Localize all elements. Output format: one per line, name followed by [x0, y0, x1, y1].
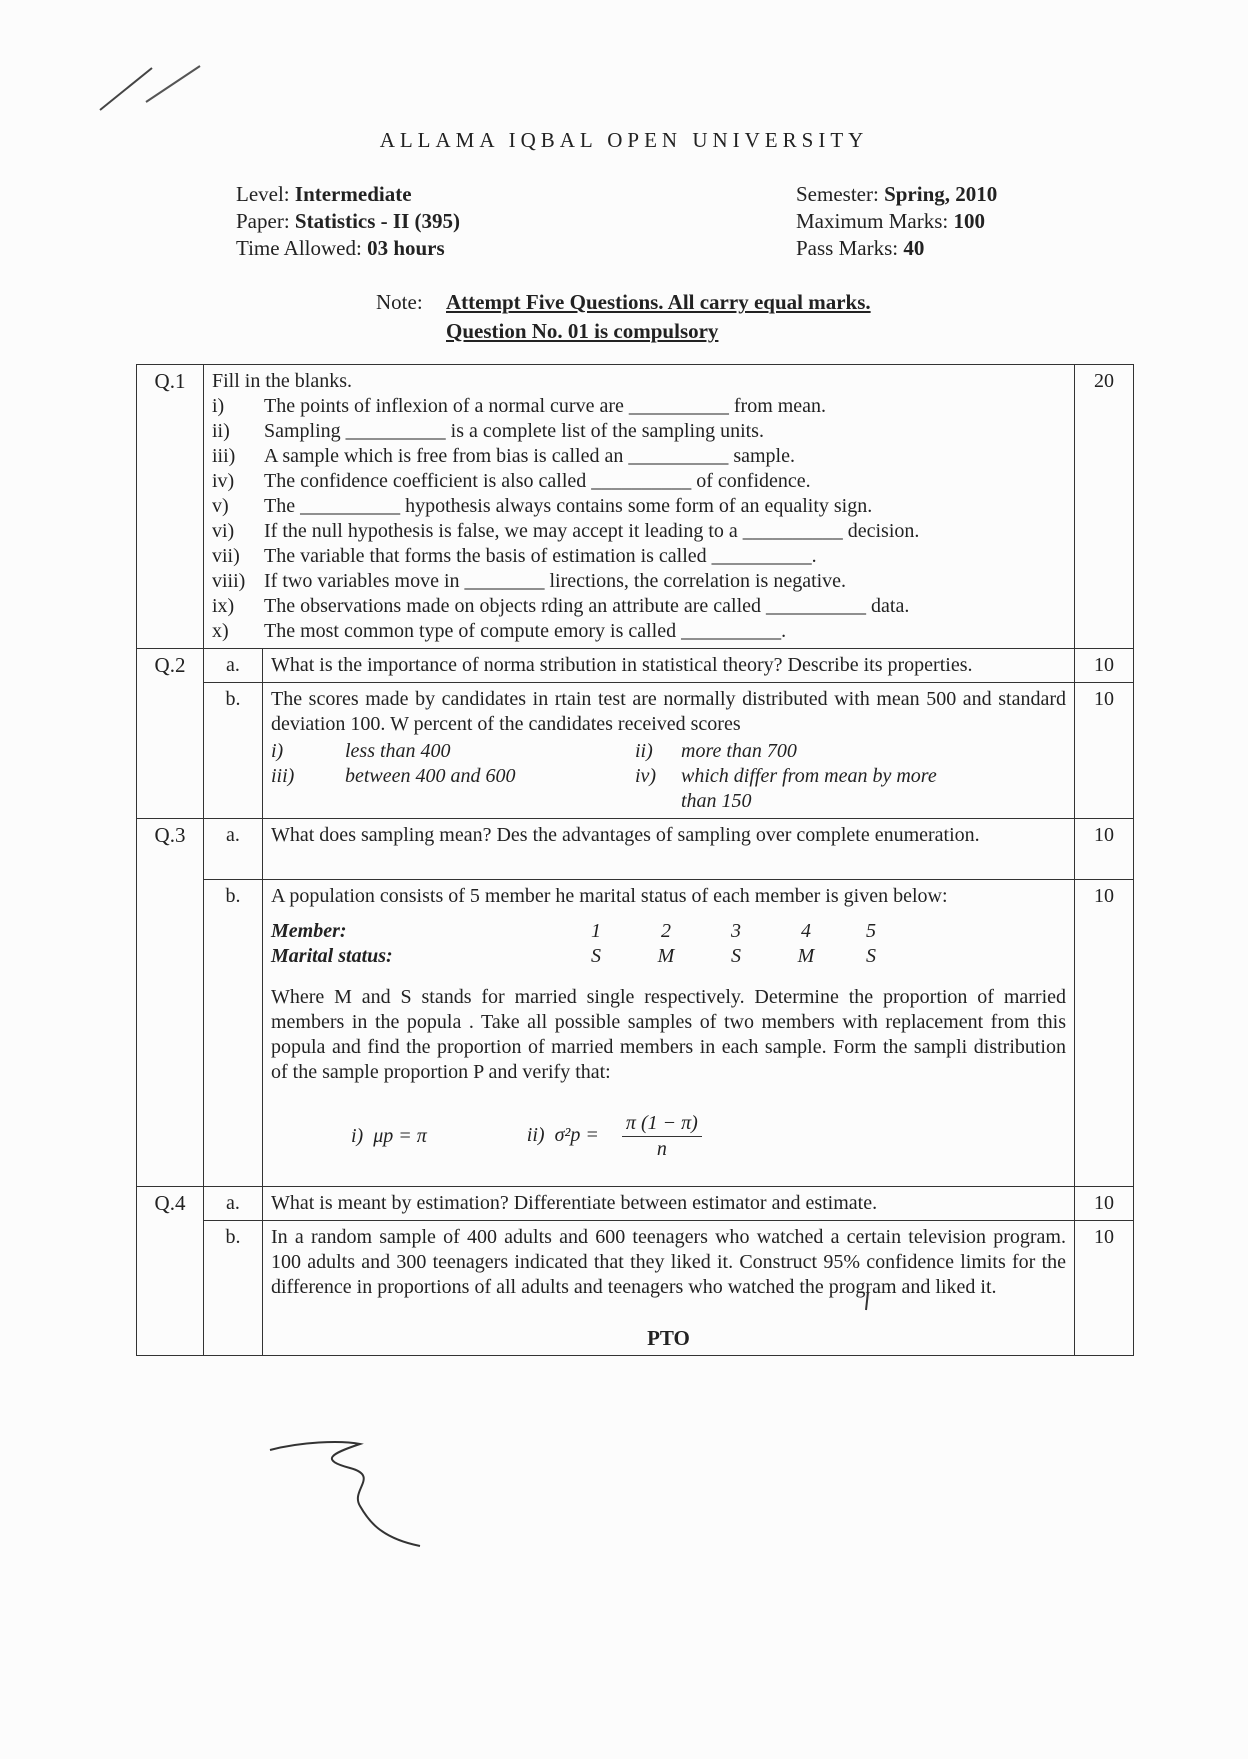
- part-label: b.: [204, 1221, 263, 1356]
- item-text: The __________ hypothesis always contains some form of an equality sign.: [264, 495, 873, 517]
- fill-blank-item: [212, 594, 1066, 619]
- question-marks: 20: [1075, 365, 1134, 649]
- formula-row: [351, 1111, 1066, 1162]
- fill-blank-item: [212, 394, 1066, 419]
- item-number: iii): [212, 445, 236, 467]
- member-number: 1: [591, 920, 601, 942]
- q1-title: Fill in the blanks.: [212, 370, 352, 392]
- item-number: iv): [212, 470, 235, 492]
- item-text: Sampling __________ is a complete list of the sampling units.: [264, 420, 764, 442]
- question-marks: 10: [1075, 649, 1134, 683]
- tick-mark: [862, 1290, 872, 1314]
- marital-status-value: S: [731, 945, 741, 967]
- question-row-q4b: [137, 1221, 1134, 1356]
- question-row-q3b: [137, 880, 1134, 1187]
- question-row-q3a: [137, 819, 1134, 880]
- q4b-content: [263, 1221, 1075, 1356]
- q2b-content: [263, 683, 1075, 819]
- item-number: v): [212, 495, 229, 517]
- formula-1: i) μp = π: [351, 1125, 427, 1147]
- handwritten-squiggle: [260, 1410, 460, 1560]
- question-text: What is meant by estimation? Differentiate between estimator and estimate.: [263, 1187, 1075, 1221]
- question-row-q1: [137, 365, 1134, 649]
- member-number: 2: [661, 920, 671, 942]
- level-value: Intermediate: [294, 182, 412, 206]
- pass-marks-value: 40: [903, 236, 925, 260]
- item-text: If two variables move in ________ lirections, the correlation is negative.: [264, 570, 847, 592]
- fill-blank-item: [212, 444, 1066, 469]
- question-row-q2b: [137, 683, 1134, 819]
- part-label: a.: [204, 819, 263, 880]
- member-number: 4: [801, 920, 811, 942]
- question-text: A population consists of 5 member he marital status of each member is given below:: [271, 885, 948, 907]
- item-number: viii): [212, 570, 246, 592]
- item-text: If the null hypothesis is false, we may accept it leading to a __________ decision.: [264, 520, 920, 542]
- part-label: b.: [204, 880, 263, 1187]
- note-line-1: Attempt Five Questions. All carry equal marks.: [446, 290, 871, 314]
- item-text: The variable that forms the basis of estimation is called __________.: [264, 545, 817, 567]
- fill-blank-item: [212, 544, 1066, 569]
- item-number: x): [212, 620, 229, 642]
- item-text: The most common type of compute emory is called __________.: [264, 620, 787, 642]
- item-text: The observations made on objects rding an attribute are called __________ data.: [264, 595, 910, 617]
- question-row-q4a: [137, 1187, 1134, 1221]
- question-number: Q.1: [137, 365, 204, 649]
- item-text: The points of inflexion of a normal curve are __________ from mean.: [264, 395, 827, 417]
- paper-value: Statistics - II (395): [294, 209, 460, 233]
- item-number: ix): [212, 595, 235, 617]
- part-label: a.: [204, 649, 263, 683]
- fill-blank-item: [212, 619, 1066, 644]
- exam-meta-left: Level: Intermediate Paper: Statistics - II (395) Time Allowed: 03 hours: [236, 182, 460, 260]
- marital-status-value: M: [797, 945, 815, 967]
- item-text: The confidence coefficient is also called __________ of confidence.: [264, 470, 811, 492]
- question-number: Q.2: [137, 649, 204, 819]
- formula-2: ii) σ²p = $\frac{\pi (1 - \pi)}{n}$: [527, 1111, 702, 1162]
- part-label: a.: [204, 1187, 263, 1221]
- question-marks: 10: [1075, 683, 1134, 819]
- item-number: i): [212, 395, 225, 417]
- q1-content: [204, 365, 1075, 649]
- pto-label: PTO: [647, 1326, 690, 1350]
- question-marks: 10: [1075, 819, 1134, 880]
- fraction: $\frac{\pi (1 - \pi)}{n}$: [622, 1111, 702, 1162]
- part-label: b.: [204, 683, 263, 819]
- question-text: In a random sample of 400 adults and 600 teenagers who watched a certain television program. 100 adults and 300 teenagers indicated that they liked it. Construct 95% confidence limits for the difference in proportions of all adults and teenagers who watched the program and liked it.: [271, 1226, 1066, 1298]
- q1-items-list: [212, 394, 1066, 644]
- note-line-2: Question No. 01 is compulsory: [446, 319, 719, 343]
- university-name: ALLAMA IQBAL OPEN UNIVERSITY: [379, 128, 869, 152]
- member-number: 3: [731, 920, 741, 942]
- question-number: Q.4: [137, 1187, 204, 1356]
- pen-scribble-marks: [90, 62, 210, 132]
- question-text: What is the importance of norma stribution in statistical theory? Describe its properties.: [263, 649, 1075, 683]
- q2b-options: i) less than 400 ii) more than 700 iii) between 400 and 600 iv) which differ from mean by more than 150: [271, 740, 937, 812]
- member-row: Member: 1 2 3 4 5: [271, 919, 1066, 944]
- question-marks: 10: [1075, 1221, 1134, 1356]
- max-marks-value: 100: [953, 209, 985, 233]
- member-number: 5: [866, 920, 876, 942]
- question-marks: 10: [1075, 880, 1134, 1187]
- marital-status-value: M: [657, 945, 675, 967]
- marital-status-row: Marital status: S M S M S: [271, 944, 1066, 969]
- fill-blank-item: [212, 419, 1066, 444]
- semester-value: Spring, 2010: [884, 182, 998, 206]
- question-number: Q.3: [137, 819, 204, 1187]
- question-text: The scores made by candidates in rtain test are normally distributed with mean 500 and standard deviation 100. W percent of the candidates received scores: [271, 688, 1066, 735]
- fill-blank-item: [212, 494, 1066, 519]
- note-label: Note:: [376, 290, 423, 314]
- question-marks: 10: [1075, 1187, 1134, 1221]
- q3b-content: [263, 880, 1075, 1187]
- questions-table: [136, 364, 1134, 1356]
- fill-blank-item: [212, 469, 1066, 494]
- exam-meta-right: Semester: Spring, 2010 Maximum Marks: 100 Pass Marks: 40: [796, 182, 998, 260]
- item-number: vii): [212, 545, 240, 567]
- item-number: ii): [212, 420, 230, 442]
- fill-blank-item: [212, 519, 1066, 544]
- item-number: vi): [212, 520, 235, 542]
- question-text: Where M and S stands for married single respectively. Determine the proportion of married members in the popula . Take all possible samples of two members with replacement from this popula and find the proportion of married members in each sample. Form the sampli distribution of the sample proportion P and verify that:: [271, 986, 1066, 1083]
- time-value: 03 hours: [367, 236, 445, 260]
- question-row-q2a: [137, 649, 1134, 683]
- fill-blank-item: [212, 569, 1066, 594]
- marital-status-value: S: [591, 945, 601, 967]
- item-text: A sample which is free from bias is called an __________ sample.: [264, 445, 795, 467]
- marital-status-value: S: [866, 945, 876, 967]
- question-text: What does sampling mean? Des the advantages of sampling over complete enumeration.: [263, 819, 1075, 880]
- exam-note: [376, 290, 871, 343]
